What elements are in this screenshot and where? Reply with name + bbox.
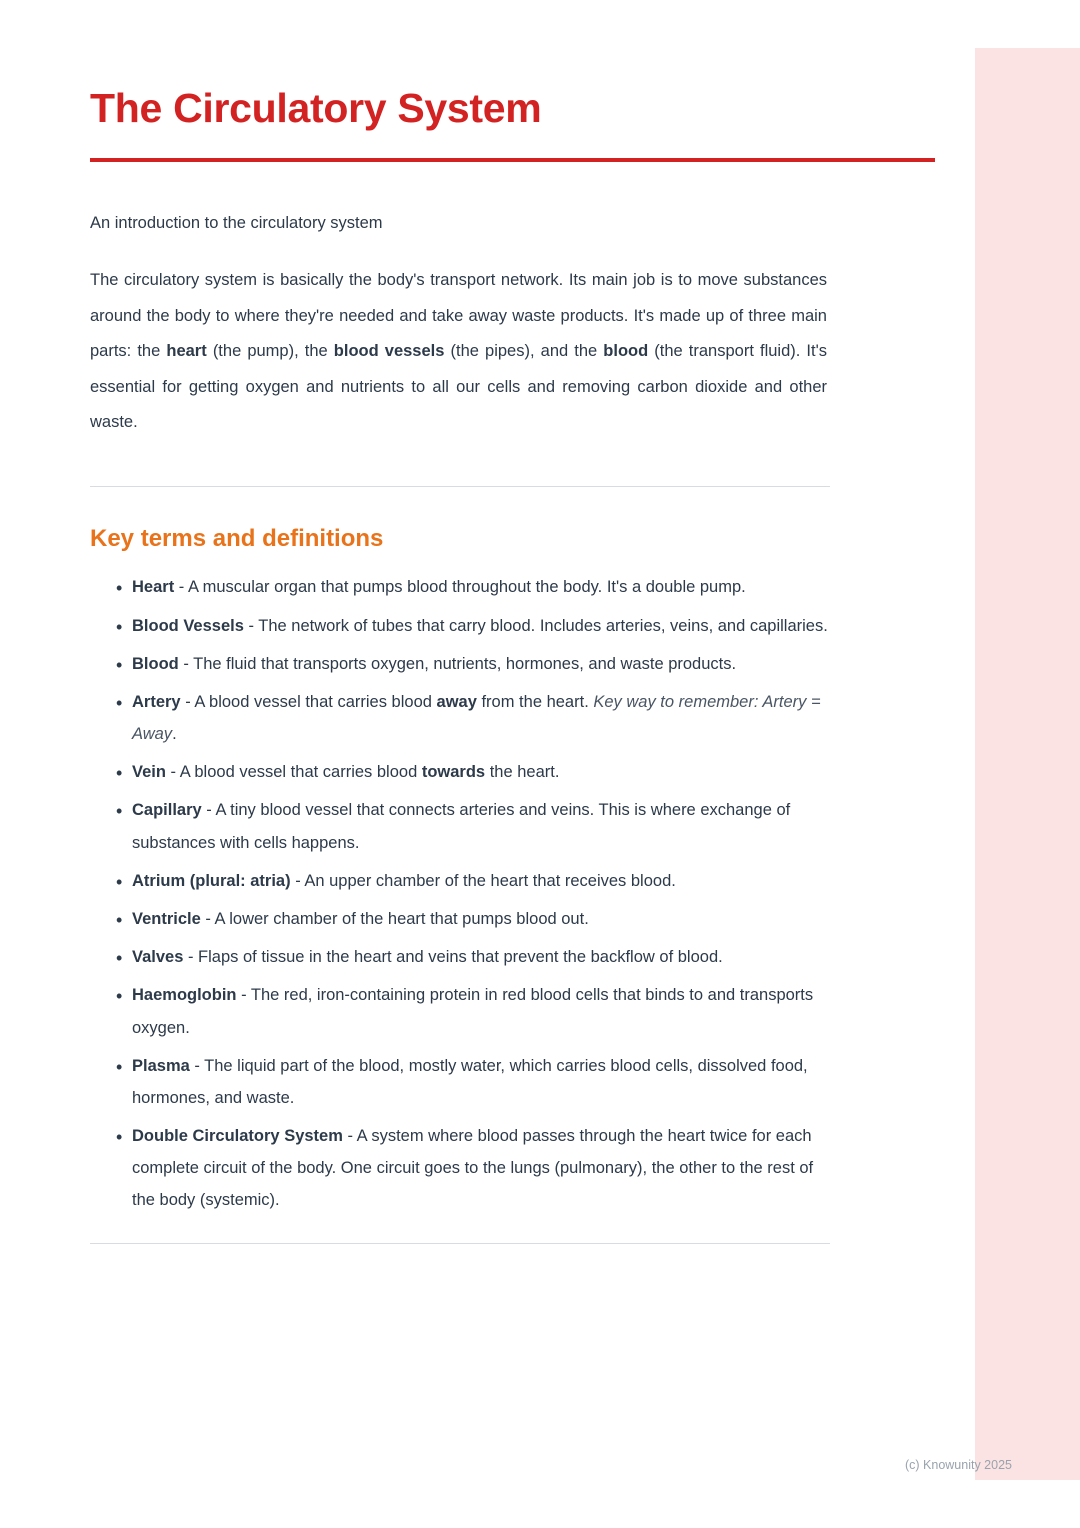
term-definition: - A tiny blood vessel that connects arteries and veins. This is where exchange of substances with cells happens. (132, 801, 791, 852)
term-definition: - The liquid part of the blood, mostly water, which carries blood cells, dissolved food, hormones, and waste. (132, 1056, 808, 1107)
term-definition: - An upper chamber of the heart that receives blood. (290, 871, 676, 890)
term-name: Vein (132, 763, 166, 782)
intro-paragraph (90, 263, 827, 440)
intro-text: (the transport fluid). It's essential for getting oxygen and nutrients to all our cells and removing carbon dioxide and other waste. (90, 342, 827, 431)
page-title: The Circulatory System (90, 85, 542, 131)
term-name: Blood (132, 654, 179, 673)
term-name: Ventricle (132, 909, 201, 928)
term-definition-cont: from the heart. (476, 692, 594, 711)
list-item (116, 1050, 832, 1114)
term-definition: - The red, iron-containing protein in red blood cells that binds to and transports oxygen. (132, 986, 814, 1037)
term-name: Artery (132, 692, 181, 711)
document-content (90, 0, 830, 1252)
document-subtitle: An introduction to the circulatory system (90, 214, 383, 233)
list-item (116, 979, 832, 1043)
list-item (116, 648, 832, 680)
section-heading-key-terms: Key terms and definitions (90, 525, 384, 553)
term-name: Valves (132, 948, 184, 967)
title-divider (90, 158, 935, 162)
term-definition: - A blood vessel that carries blood (180, 692, 437, 711)
list-item (116, 756, 832, 788)
intro-bold-term: heart (166, 342, 207, 361)
list-item (116, 865, 832, 897)
term-definition-end: . (172, 725, 177, 744)
term-definition-cont: the heart. (485, 763, 560, 782)
term-name: Capillary (132, 801, 202, 820)
intro-bold-term: blood (603, 342, 649, 361)
list-item (116, 941, 832, 973)
term-name: Haemoglobin (132, 986, 237, 1005)
list-item (116, 571, 832, 603)
term-emphasis: away (436, 692, 477, 711)
intro-text: The circulatory system is basically the body's transport network. Its main job is to move substances around the body to where they're needed and take away waste products. It's made up of three main parts: the (90, 271, 827, 361)
term-definition: - A system where blood passes through the heart twice for each complete circuit of the body. One circuit goes to the lungs (pulmonary), the other to the rest of the body (systemic). (132, 1127, 814, 1210)
list-item (116, 1120, 832, 1217)
term-name: Blood Vessels (132, 616, 244, 635)
list-item (116, 610, 832, 642)
term-definition: - A blood vessel that carries blood (165, 763, 422, 782)
intro-bold-term: blood vessels (333, 342, 445, 361)
term-name: Heart (132, 578, 175, 597)
term-definition: - Flaps of tissue in the heart and veins that prevent the backflow of blood. (183, 948, 723, 967)
key-terms-list (90, 571, 830, 1216)
term-definition: - A muscular organ that pumps blood throughout the body. It's a double pump. (174, 578, 746, 597)
decorative-side-band (975, 48, 1080, 1480)
list-item (116, 794, 832, 858)
term-name: Plasma (132, 1056, 190, 1075)
intro-text: (the pipes), and the (444, 342, 604, 361)
term-definition: - A lower chamber of the heart that pumps blood out. (200, 909, 589, 928)
intro-text: (the pump), the (206, 342, 334, 361)
copyright-notice: (c) Knowunity 2025 (904, 1458, 1012, 1472)
term-definition: - The fluid that transports oxygen, nutrients, hormones, and waste products. (178, 654, 737, 673)
term-name: Atrium (plural: atria) (132, 871, 291, 890)
section-divider (90, 486, 830, 487)
footer-divider (90, 1243, 830, 1244)
term-emphasis: towards (421, 763, 486, 782)
term-note: Key way to remember: Artery = Away (132, 692, 821, 744)
list-item (116, 686, 832, 750)
list-item (116, 903, 832, 935)
term-definition: - The network of tubes that carry blood. Includes arteries, veins, and capillaries. (243, 616, 828, 635)
term-name: Double Circulatory System (132, 1127, 343, 1146)
